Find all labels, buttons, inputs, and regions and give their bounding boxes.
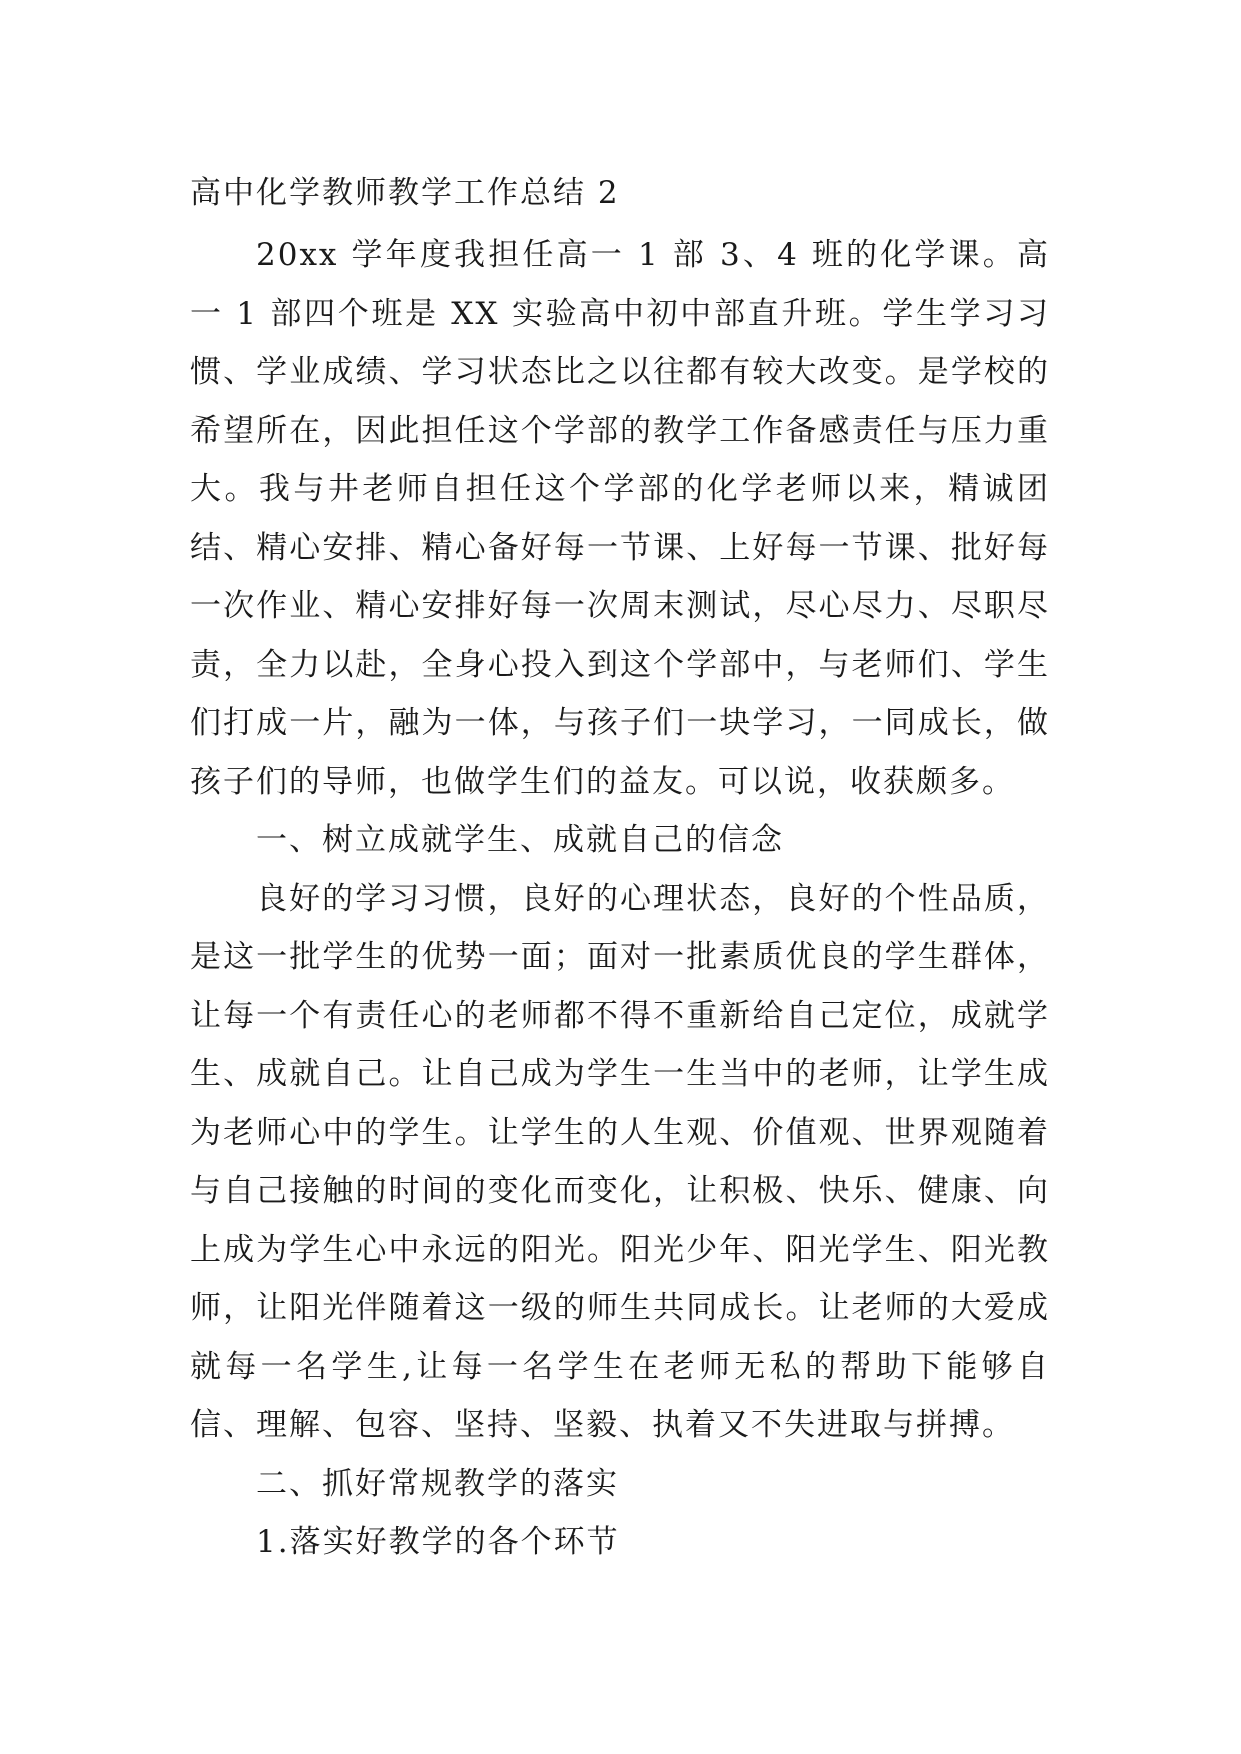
document-title: 高中化学教师教学工作总结 2 (190, 175, 620, 211)
paragraph-beliefs: 良好的学习习惯，良好的心理状态，良好的个性品质，是这一批学生的优势一面；面对一批素质优良的学生群体，让每一个有责任心的老师都不得不重新给自己定位，成就学生、成就自己。让自己成为学生一生当中的老师，让学生成为老师心中的学生。让学生的人生观、价值观、世界观随着与自己接触的时间的变化而变化，让积极、快乐、健康、向上成为学生心中永远的阳光。阳光少年、阳光学生、阳光教师，让阳光伴随着这一级的师生共同成长。让老师的大爱成就每一名学生,让每一名学生在老师无私的帮助下能够自信、理解、包容、坚持、坚毅、执着又不失进取与拼搏。 (190, 880, 1050, 1443)
section-heading-1: 一、树立成就学生、成就自己的信念 (256, 822, 784, 858)
subsection-heading-1: 1.落实好教学的各个环节 (256, 1524, 620, 1560)
document-body (190, 160, 1050, 1572)
paragraph-intro: 20xx 学年度我担任高一 1 部 3、4 班的化学课。高一 1 部四个班是 XX 实验高中初中部直升班。学生学习习惯、学业成绩、学习状态比之以往都有较大改变。是学校的希望所在，因此担任这个学部的教学工作备感责任与压力重大。我与井老师自担任这个学部的化学老师以来，精诚团结、精心安排、精心备好每一节课、上好每一节课、批好每一次作业、精心安排好每一次周末测试，尽心尽力、尽职尽责，全力以赴，全身心投入到这个学部中，与老师们、学生们打成一片，融为一体，与孩子们一块学习，一同成长，做孩子们的导师，也做学生们的益友。可以说，收获颇多。 (190, 237, 1050, 800)
section-heading-2: 二、抓好常规教学的落实 (256, 1465, 619, 1502)
